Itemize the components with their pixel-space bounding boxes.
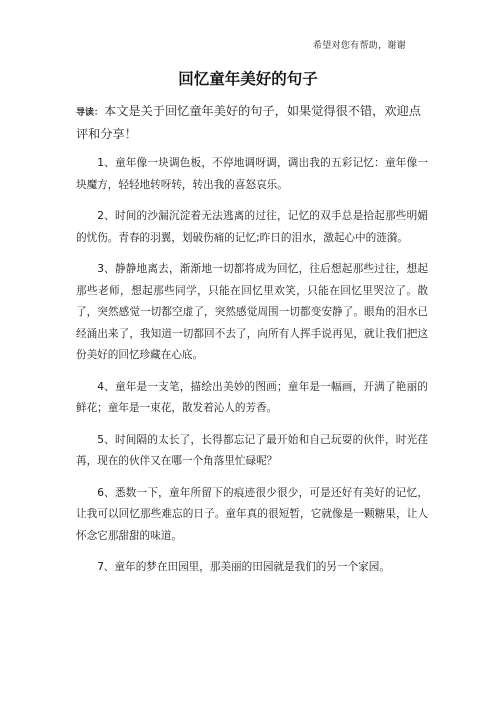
paragraph-3: 3、静静地离去，渐渐地一切都将成为回忆，往后想起那些过往，想起那些老师，想起那些同学，只能在回忆里欢笑，只能在回忆里哭泣了。散了，突然感觉一切都空虚了，突然感觉周围一切都变安静了。眼角的泪水已经涌出来了，我知道一切都回不去了，向所有人挥手说再见，就让我们把这份美好的回忆珍藏在心底。 [76, 263, 428, 361]
intro-label: 导读： [76, 108, 104, 118]
header-note: 希望对您有帮助，谢谢 [312, 41, 406, 51]
paragraph-7: 7、童年的梦在田园里，那美丽的田园就是我们的另一个家园。 [97, 561, 390, 573]
paragraph-5: 5、时间隔的太长了，长得都忘记了最开始和自己玩耍的伙伴，时光荏苒，现在的伙伴又在哪一个角落里忙碌呢？ [76, 433, 428, 467]
intro-text: 本文是关于回忆童年美好的句子，如果觉得很不错，欢迎点评和分享！ [76, 104, 421, 141]
page-title: 回忆童年美好的句子 [178, 70, 318, 88]
paragraph-4: 4、童年是一支笔，描绘出美妙的图画；童年是一幅画，开满了艳丽的鲜花；童年是一束花，散发着沁人的芳香。 [76, 380, 428, 414]
paragraph-2: 2、时间的沙漏沉淀着无法逃离的过往，记忆的双手总是拾起那些明媚的忧伤。青春的羽翼，划破伤痛的记忆;昨日的泪水，激起心中的涟漪。 [76, 210, 428, 244]
paragraph-1: 1、童年像一块调色板，不停地调呀调，调出我的五彩记忆：童年像一块魔方，轻轻地转呀转，转出我的喜怒哀乐。 [76, 157, 428, 191]
intro-paragraph [76, 101, 428, 145]
paragraph-6: 6、悉数一下，童年所留下的痕迹很少很少，可是还好有美好的记忆，让我可以回忆那些难忘的日子。童年真的很短暂，它就像是一颗糖果，让人怀念它那甜甜的味道。 [76, 486, 428, 542]
document-body [76, 101, 428, 589]
